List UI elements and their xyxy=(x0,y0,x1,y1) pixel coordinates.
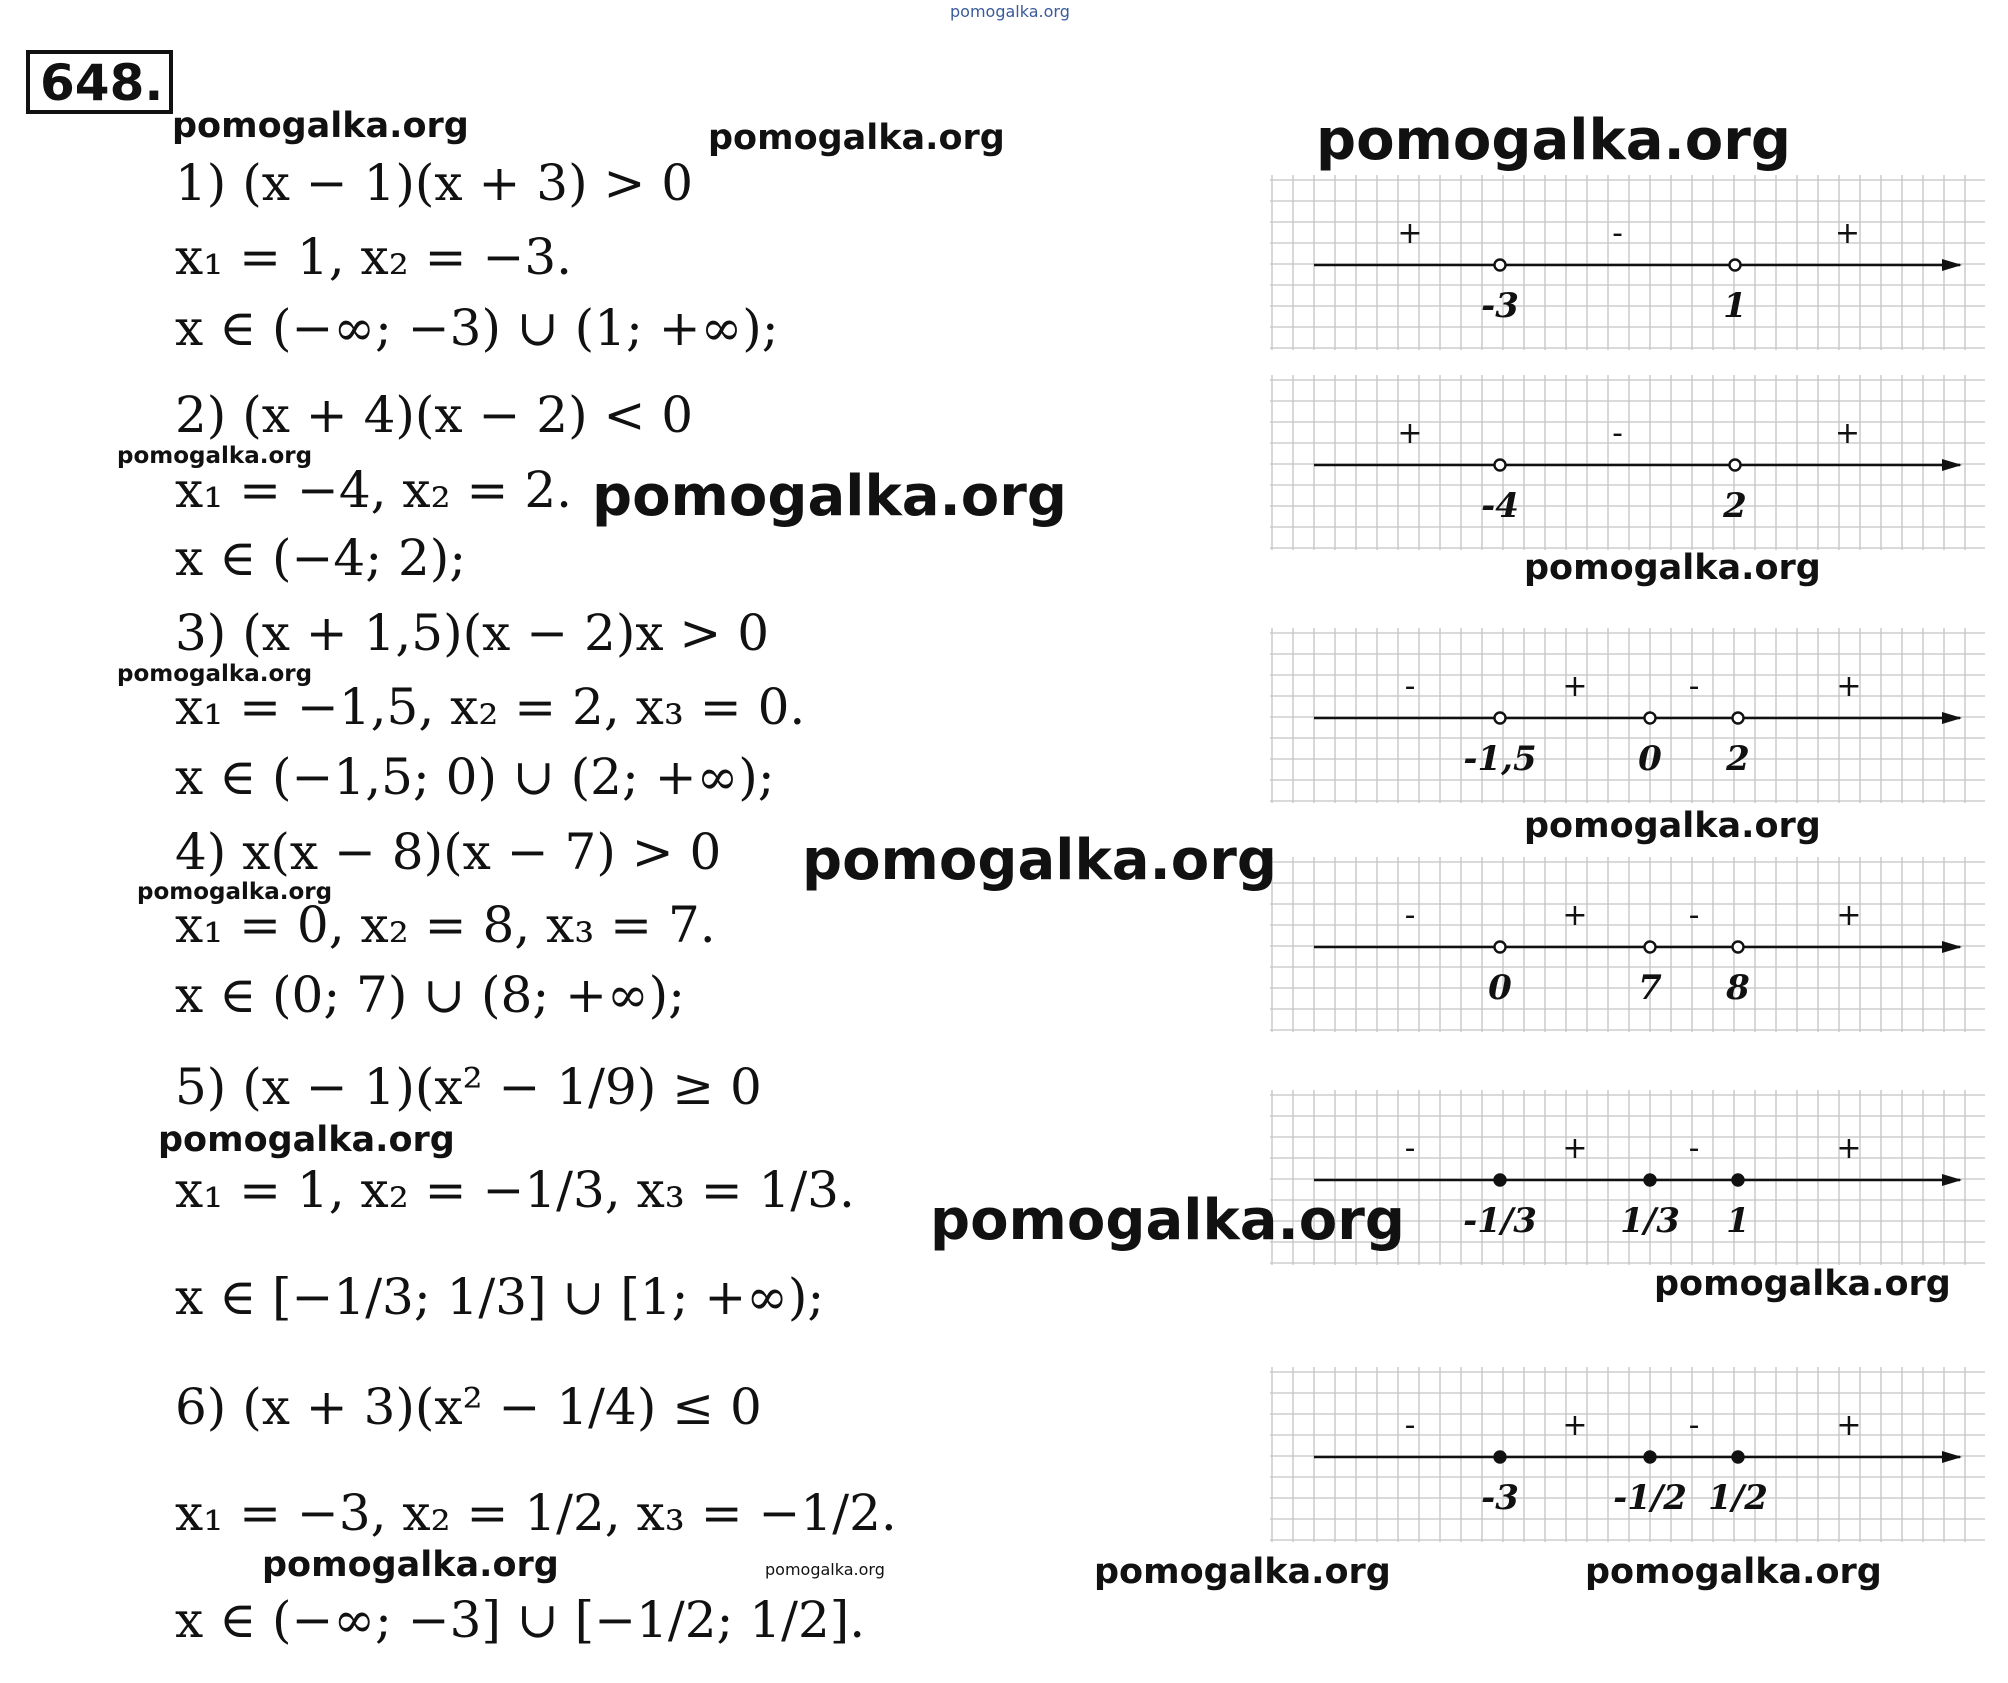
inequality-5: 5) (x − 1)(x² − 1/9) ≥ 0 xyxy=(175,1058,762,1116)
watermark: pomogalka.org xyxy=(117,443,313,469)
open-point xyxy=(1645,713,1656,724)
sign-label: + xyxy=(1562,1131,1588,1166)
roots-5: x₁ = 1, x₂ = −1/3, x₃ = 1/3. xyxy=(175,1161,855,1219)
inequality-2: 2) (x + 4)(x − 2) < 0 xyxy=(175,386,694,444)
open-point xyxy=(1495,713,1506,724)
watermark: pomogalka.org xyxy=(1316,108,1791,173)
sign-label: - xyxy=(1612,416,1623,451)
watermark: pomogalka.org xyxy=(137,879,333,905)
roots-3: x₁ = −1,5, x₂ = 2, x₃ = 0. xyxy=(175,678,806,736)
filled-point xyxy=(1495,1175,1506,1186)
sign-label: - xyxy=(1688,1131,1700,1166)
number-line-1 xyxy=(1270,175,1985,350)
watermark: pomogalka.org xyxy=(1585,1552,1882,1592)
sign-label: + xyxy=(1836,1131,1862,1166)
watermark: pomogalka.org xyxy=(262,1545,559,1585)
point-label: 8 xyxy=(1726,968,1750,1008)
number-line-6 xyxy=(1270,1367,1985,1542)
inequality-3: 3) (x + 1,5)(x − 2)x > 0 xyxy=(175,604,770,662)
sign-label: - xyxy=(1612,216,1623,251)
sign-label: + xyxy=(1836,898,1862,933)
problem-number: 648. xyxy=(26,50,173,114)
grid xyxy=(1270,628,1985,803)
number-line-svg xyxy=(1270,375,1985,550)
answer-6: x ∈ (−∞; −3] ∪ [−1/2; 1/2]. xyxy=(175,1591,866,1649)
watermark: pomogalka.org xyxy=(802,828,1277,893)
axis-arrow-icon xyxy=(1942,1174,1962,1186)
point-label: -3 xyxy=(1481,1478,1519,1518)
point-label: 2 xyxy=(1726,739,1750,779)
axis-arrow-icon xyxy=(1942,941,1962,953)
watermark: pomogalka.org xyxy=(592,464,1067,529)
sign-label: + xyxy=(1562,669,1588,704)
grid xyxy=(1270,175,1985,350)
open-point xyxy=(1730,260,1741,271)
axis-arrow-icon xyxy=(1942,1451,1962,1463)
sign-label: - xyxy=(1404,1408,1416,1443)
open-point xyxy=(1495,460,1506,471)
answer-2: x ∈ (−4; 2); xyxy=(175,529,467,587)
watermark: pomogalka.org xyxy=(1524,806,1821,846)
watermark: pomogalka.org xyxy=(930,1188,1405,1253)
number-line-3 xyxy=(1270,628,1985,803)
point-label: 0 xyxy=(1488,968,1512,1008)
number-line-svg xyxy=(1270,628,1985,803)
filled-point xyxy=(1645,1175,1656,1186)
sign-label: + xyxy=(1562,898,1588,933)
filled-point xyxy=(1495,1452,1506,1463)
open-point xyxy=(1495,942,1506,953)
point-label: -1,5 xyxy=(1463,739,1537,779)
open-point xyxy=(1645,942,1656,953)
watermark: pomogalka.org xyxy=(765,1560,885,1579)
roots-2: x₁ = −4, x₂ = 2. xyxy=(175,461,573,519)
number-line-4 xyxy=(1270,857,1985,1032)
filled-point xyxy=(1733,1175,1744,1186)
roots-4: x₁ = 0, x₂ = 8, x₃ = 7. xyxy=(175,896,716,954)
point-label: 1/2 xyxy=(1708,1478,1768,1518)
number-line-svg xyxy=(1270,857,1985,1032)
number-line-svg xyxy=(1270,175,1985,350)
open-point xyxy=(1495,260,1506,271)
inequality-4: 4) x(x − 8)(x − 7) > 0 xyxy=(175,823,722,881)
sign-label: + xyxy=(1836,669,1862,704)
header-watermark: pomogalka.org xyxy=(950,2,1070,21)
roots-6: x₁ = −3, x₂ = 1/2, x₃ = −1/2. xyxy=(175,1484,897,1542)
watermark: pomogalka.org xyxy=(708,118,1005,158)
open-point xyxy=(1733,713,1744,724)
answer-3: x ∈ (−1,5; 0) ∪ (2; +∞); xyxy=(175,748,775,806)
axis-arrow-icon xyxy=(1942,259,1962,271)
sign-label: + xyxy=(1836,1408,1862,1443)
filled-point xyxy=(1645,1452,1656,1463)
point-label: 1 xyxy=(1726,1201,1750,1241)
axis-arrow-icon xyxy=(1942,459,1962,471)
sign-label: - xyxy=(1688,1408,1700,1443)
open-point xyxy=(1730,460,1741,471)
watermark: pomogalka.org xyxy=(158,1120,455,1160)
sign-label: - xyxy=(1404,1131,1416,1166)
sign-label: + xyxy=(1397,216,1423,251)
inequality-1: 1) (x − 1)(x + 3) > 0 xyxy=(175,154,694,212)
point-label: 7 xyxy=(1638,968,1662,1008)
sign-label: + xyxy=(1834,216,1861,251)
point-label: -1/2 xyxy=(1613,1478,1687,1518)
point-label: -4 xyxy=(1481,486,1519,526)
sign-label: - xyxy=(1404,898,1416,933)
sign-label: - xyxy=(1404,669,1416,704)
sign-label: + xyxy=(1397,416,1423,451)
grid xyxy=(1270,857,1985,1032)
watermark: pomogalka.org xyxy=(172,106,469,146)
inequality-6: 6) (x + 3)(x² − 1/4) ≤ 0 xyxy=(175,1378,762,1436)
number-line-2 xyxy=(1270,375,1985,550)
point-label: 0 xyxy=(1638,739,1662,779)
open-point xyxy=(1733,942,1744,953)
sign-label: - xyxy=(1688,898,1700,933)
watermark: pomogalka.org xyxy=(117,661,313,687)
point-label: 1 xyxy=(1723,286,1747,326)
watermark: pomogalka.org xyxy=(1524,548,1821,588)
axis-arrow-icon xyxy=(1942,712,1962,724)
point-label: 2 xyxy=(1723,486,1747,526)
sign-label: + xyxy=(1562,1408,1588,1443)
sign-label: + xyxy=(1834,416,1861,451)
number-line-svg xyxy=(1270,1367,1985,1542)
point-label: -3 xyxy=(1481,286,1519,326)
answer-4: x ∈ (0; 7) ∪ (8; +∞); xyxy=(175,966,686,1024)
answer-5: x ∈ [−1/3; 1/3] ∪ [1; +∞); xyxy=(175,1268,825,1326)
roots-1: x₁ = 1, x₂ = −3. xyxy=(175,228,573,286)
grid xyxy=(1270,375,1985,550)
watermark: pomogalka.org xyxy=(1654,1264,1951,1304)
sign-label: - xyxy=(1688,669,1700,704)
filled-point xyxy=(1733,1452,1744,1463)
point-label: 1/3 xyxy=(1620,1201,1680,1241)
point-label: -1/3 xyxy=(1463,1201,1537,1241)
watermark: pomogalka.org xyxy=(1094,1552,1391,1592)
answer-1: x ∈ (−∞; −3) ∪ (1; +∞); xyxy=(175,299,779,357)
